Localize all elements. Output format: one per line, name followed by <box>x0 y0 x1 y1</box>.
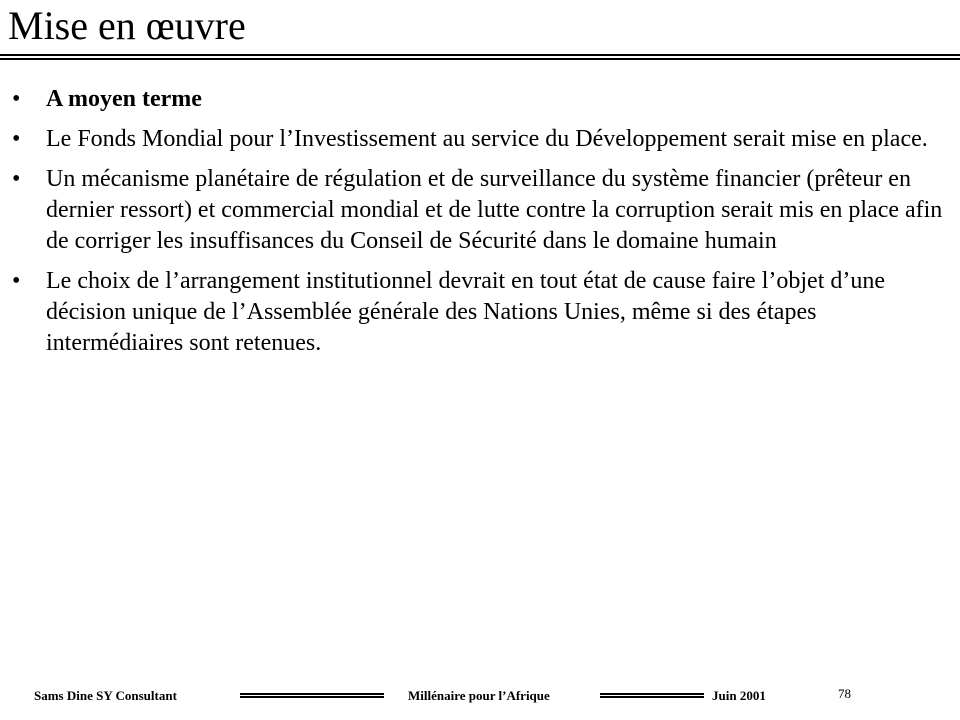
bullet-marker: • <box>12 126 21 152</box>
slide-title: Mise en œuvre <box>8 3 246 48</box>
bullet-text: Le Fonds Mondial pour l’Investissement au service du Développement serait mise en place. <box>46 126 928 152</box>
bullet-text: Le choix de l’arrangement institutionnel devrait en tout état de cause faire l’objet d’une décision unique de l’Assemblée générale des Nations Unies, même si des étapes intermédiaires sont retenues. <box>46 268 886 356</box>
bullet-item <box>0 124 946 155</box>
bullet-marker: • <box>12 166 21 192</box>
footer-divider <box>600 693 704 698</box>
bullet-list <box>0 84 960 368</box>
title-divider <box>0 54 960 60</box>
bullet-marker: • <box>12 86 21 112</box>
bullet-item <box>0 164 946 257</box>
bullet-text: A moyen terme <box>46 86 202 112</box>
slide-footer <box>0 686 960 706</box>
bullet-item <box>0 84 946 115</box>
footer-document-title: Millénaire pour l’Afrique <box>408 688 550 703</box>
footer-date: Juin 2001 <box>712 688 766 703</box>
bullet-text: Un mécanisme planétaire de régulation et de surveillance du système financier (prêteur en dernier ressort) et commercial mondial et de lutte contre la corruption serait mis en place afin de corriger les insuffisances du Conseil de Sécurité dans le domaine humain <box>46 166 943 254</box>
page-number: 78 <box>838 686 851 701</box>
footer-divider <box>240 693 384 698</box>
footer-consultant: Sams Dine SY Consultant <box>34 688 177 703</box>
bullet-item <box>0 266 946 359</box>
bullet-marker: • <box>12 268 21 294</box>
